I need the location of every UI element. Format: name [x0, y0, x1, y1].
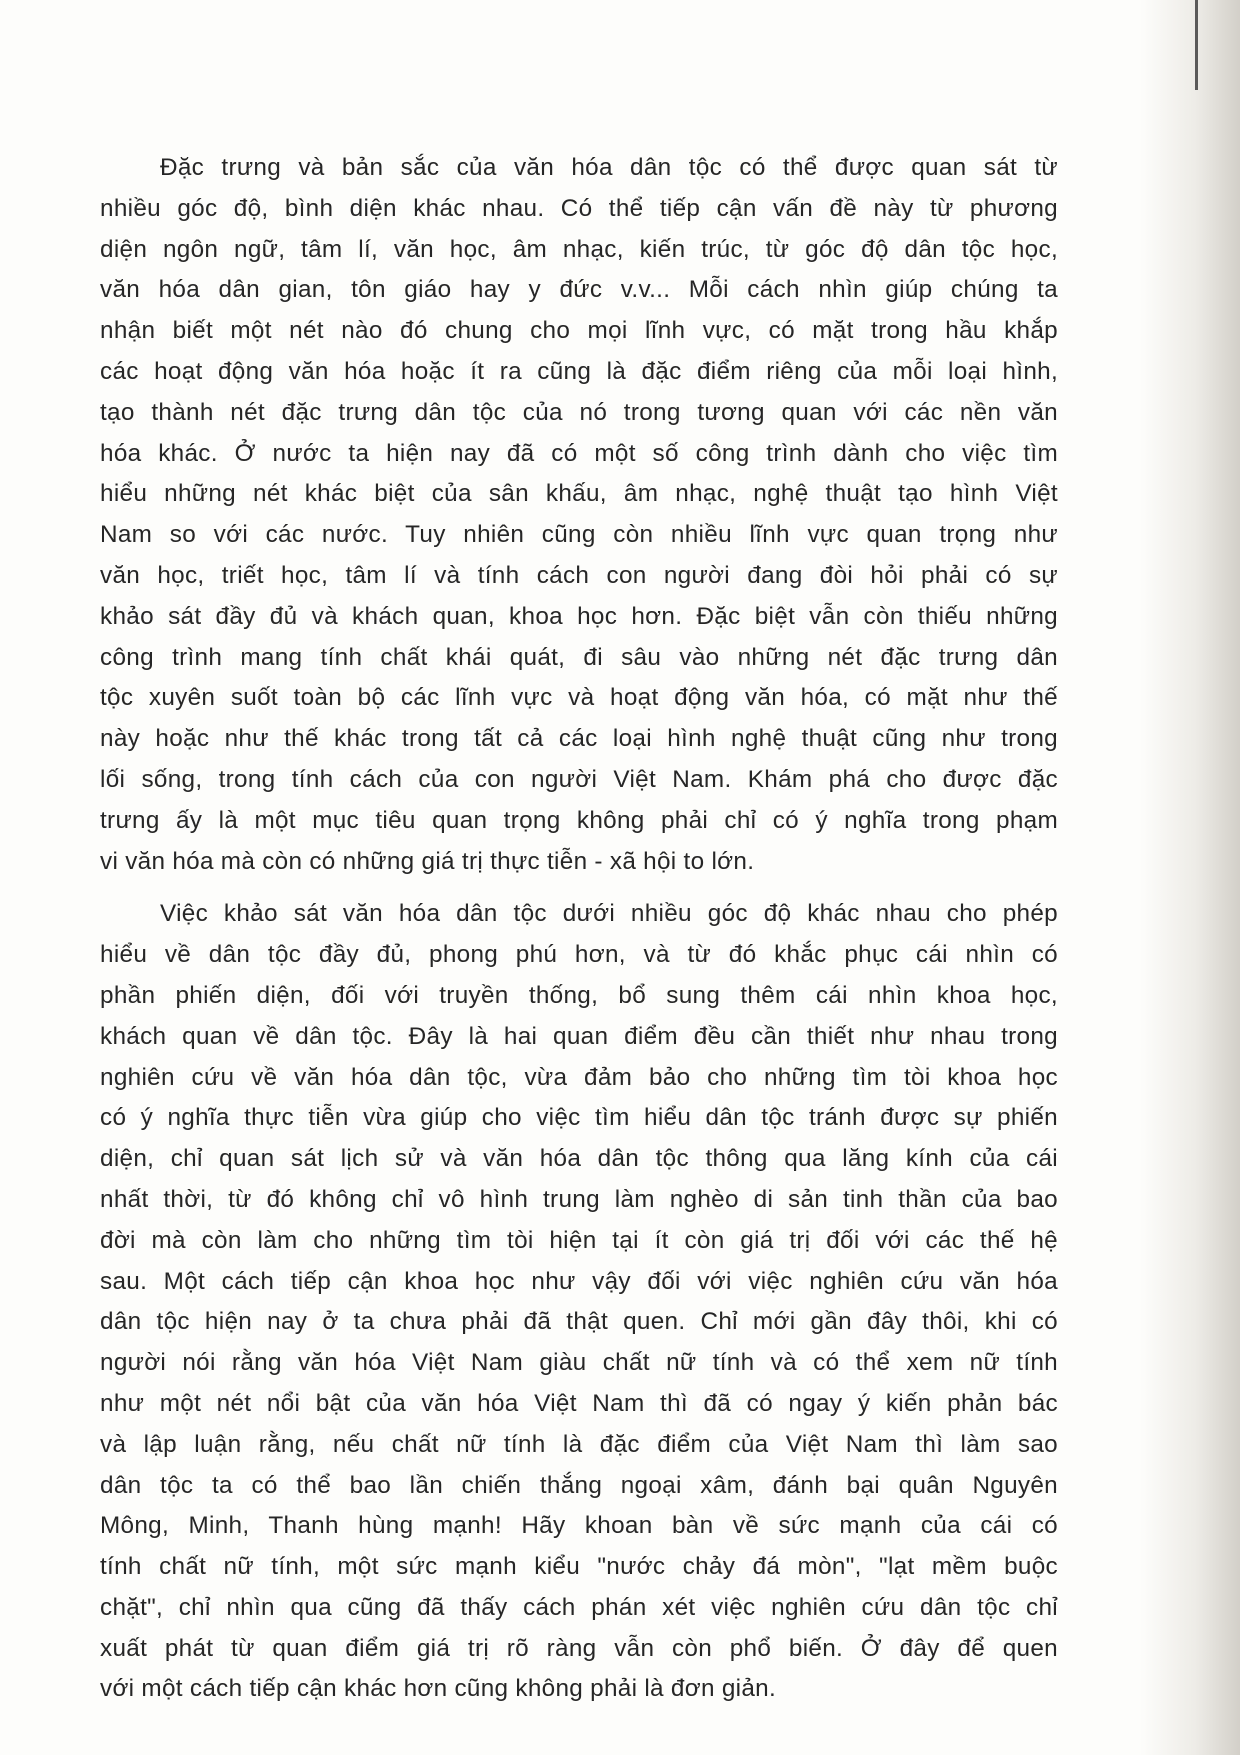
text-line: trưng ấy là một mục tiêu quan trọng không phải chỉ có ý nghĩa trong phạm — [100, 806, 1058, 834]
text-line: tạo thành nét đặc trưng dân tộc của nó trong tương quan với các nền văn — [100, 398, 1058, 426]
text-line: hóa khác. Ở nước ta hiện nay đã có một số công trình dành cho việc tìm — [100, 439, 1058, 467]
text-line: và lập luận rằng, nếu chất nữ tính là đặc điểm của Việt Nam thì làm sao — [100, 1430, 1058, 1458]
text-line: với một cách tiếp cận khác hơn cũng không phải là đơn giản. — [100, 1675, 777, 1703]
page-edge-shadow — [1140, 0, 1240, 1755]
body-text — [100, 148, 1058, 1710]
text-line: hiểu về dân tộc đầy đủ, phong phú hơn, và từ đó khắc phục cái nhìn có — [100, 941, 1058, 969]
text-line: nhất thời, từ đó không chỉ vô hình trung làm nghèo di sản tinh thần của bao — [100, 1185, 1058, 1213]
text-line: như một nét nổi bật của văn hóa Việt Nam thì đã có ngay ý kiến phản bác — [100, 1389, 1058, 1417]
text-line: Nam so với các nước. Tuy nhiên cũng còn nhiều lĩnh vực quan trọng như — [100, 521, 1058, 549]
text-line: văn hóa dân gian, tôn giáo hay y đức v.v... Mỗi cách nhìn giúp chúng ta — [100, 276, 1058, 304]
text-line: khách quan về dân tộc. Đây là hai quan điểm đều cần thiết như nhau trong — [100, 1022, 1058, 1050]
text-line: khảo sát đầy đủ và khách quan, khoa học hơn. Đặc biệt vẫn còn thiếu những — [100, 602, 1058, 630]
text-line: nghiên cứu về văn hóa dân tộc, vừa đảm bảo cho những tìm tòi khoa học — [100, 1063, 1058, 1091]
paragraph-2 — [100, 894, 1058, 1710]
text-line: Việc khảo sát văn hóa dân tộc dưới nhiều góc độ khác nhau cho phép — [160, 900, 1058, 928]
text-line: này hoặc như thế khác trong tất cả các loại hình nghệ thuật cũng như trong — [100, 725, 1058, 753]
text-line: lối sống, trong tính cách của con người Việt Nam. Khám phá cho được đặc — [100, 765, 1058, 793]
text-line: nhận biết một nét nào đó chung cho mọi lĩnh vực, có mặt trong hầu khắp — [100, 317, 1058, 345]
text-line: có ý nghĩa thực tiễn vừa giúp cho việc tìm hiểu dân tộc tránh được sự phiến — [100, 1104, 1058, 1132]
text-line: sau. Một cách tiếp cận khoa học như vậy đối với việc nghiên cứu văn hóa — [100, 1267, 1058, 1295]
text-line: vi văn hóa mà còn có những giá trị thực tiễn - xã hội to lớn. — [100, 847, 755, 875]
text-line: Mông, Minh, Thanh hùng mạnh! Hãy khoan bàn về sức mạnh của cái có — [100, 1512, 1058, 1540]
text-line: phần phiến diện, đối với truyền thống, bổ sung thêm cái nhìn khoa học, — [100, 981, 1058, 1009]
text-line: Đặc trưng và bản sắc của văn hóa dân tộc có thể được quan sát từ — [160, 154, 1058, 181]
text-line: nhiều góc độ, bình diện khác nhau. Có thể tiếp cận vấn đề này từ phương — [100, 194, 1058, 222]
text-line: văn học, triết học, tâm lí và tính cách con người đang đòi hỏi phải có sự — [100, 561, 1058, 589]
text-line: dân tộc ta có thể bao lần chiến thắng ngoại xâm, đánh bại quân Nguyên — [100, 1471, 1058, 1499]
text-line: tính chất nữ tính, một sức mạnh kiểu "nước chảy đá mòn", "lạt mềm buộc — [100, 1553, 1058, 1581]
text-line: người nói rằng văn hóa Việt Nam giàu chất nữ tính và có thể xem nữ tính — [100, 1349, 1058, 1377]
text-line: dân tộc hiện nay ở ta chưa phải đã thật quen. Chỉ mới gần đây thôi, khi có — [100, 1308, 1058, 1336]
text-line: diện ngôn ngữ, tâm lí, văn học, âm nhạc, kiến trúc, từ góc độ dân tộc học, — [100, 235, 1058, 263]
text-line: đời mà còn làm cho những tìm tòi hiện tại ít còn giá trị đối với các thế hệ — [100, 1226, 1058, 1254]
text-line: chặt", chỉ nhìn qua cũng đã thấy cách phán xét việc nghiên cứu dân tộc chỉ — [100, 1593, 1058, 1621]
text-line: các hoạt động văn hóa hoặc ít ra cũng là đặc điểm riêng của mỗi loại hình, — [100, 357, 1058, 385]
text-line: hiểu những nét khác biệt của sân khấu, âm nhạc, nghệ thuật tạo hình Việt — [100, 480, 1058, 508]
text-line: diện, chỉ quan sát lịch sử và văn hóa dân tộc thông qua lăng kính của cái — [100, 1145, 1058, 1173]
text-line: xuất phát từ quan điểm giá trị rõ ràng vẫn còn phổ biến. Ở đây để quen — [100, 1634, 1058, 1662]
text-line: công trình mang tính chất khái quát, đi sâu vào những nét đặc trưng dân — [100, 643, 1058, 671]
paragraph-1 — [100, 148, 1058, 882]
text-line: tộc xuyên suốt toàn bộ các lĩnh vực và hoạt động văn hóa, có mặt như thế — [100, 684, 1058, 712]
page-edge-mark — [1195, 0, 1198, 90]
